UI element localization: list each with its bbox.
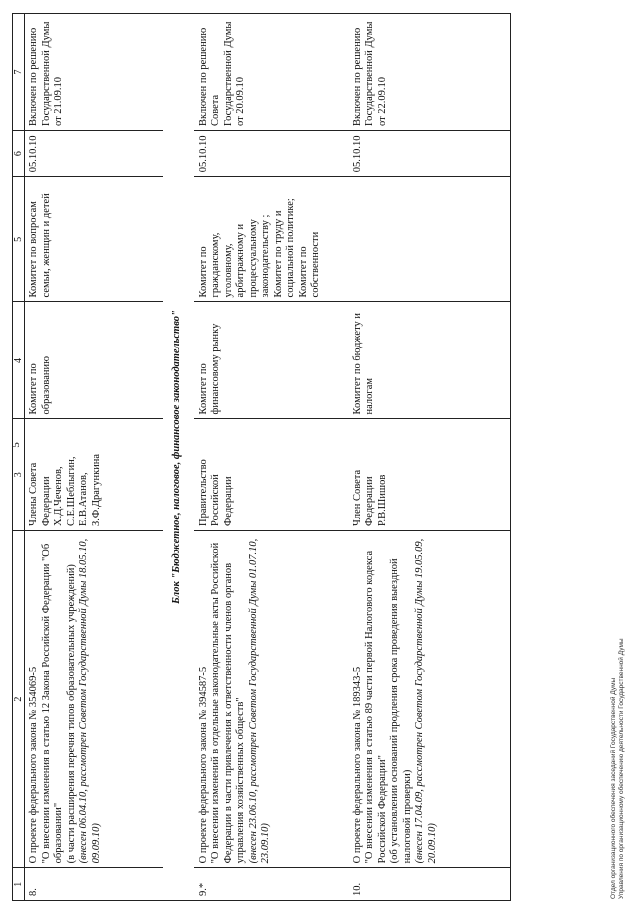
- responsible-committee: Комитет по образованию: [25, 302, 164, 419]
- co-committees: Комитет по гражданскому, уголовному, арбитражному и процессуальному законодательству ; Комитет по труду и социальной политике; Комитет по собственности: [194, 177, 348, 302]
- bill-note: (внесен 23.06.10, рассмотрен Советом Государственной Думы 01.07.10, 23.09.10): [247, 538, 271, 864]
- column-number: 5: [13, 177, 25, 302]
- column-numbers-row: [13, 14, 25, 901]
- bill-note: (внесен 06.04.10, рассмотрен Советом Государственной Думы 18.05.10, 09.09.10): [78, 538, 102, 864]
- column-number: 2: [13, 530, 25, 867]
- bill-note: (внесен 17.04.09, рассмотрен Советом Государственной Думы 19.05.09, 20.09.10): [414, 538, 438, 864]
- review-date: 05.10.10: [194, 131, 348, 177]
- bill-author: Члены Совета Федерации Х.Д.Чеченов, С.Е.Шеблыгин, Е.В.Атанов, З.Ф.Драгункина: [25, 419, 164, 531]
- column-number: 4: [13, 302, 25, 419]
- table-row: [194, 14, 348, 901]
- footer-line: Управления по организационному обеспечению деятельности Государственной Думы: [618, 638, 625, 899]
- agenda-table: [12, 13, 511, 901]
- co-committees: Комитет по вопросам семьи, женщин и детей: [25, 177, 164, 302]
- block-heading-row: [163, 14, 194, 901]
- row-number: 9.*: [194, 868, 348, 901]
- table-row: [348, 14, 511, 901]
- column-number: 7: [13, 14, 25, 131]
- responsible-committee: Комитет по бюджету и налогам: [348, 302, 511, 419]
- bill-title: О проекте федерального закона № 189343-5 "О внесении изменения в статью 89 части первой Налогового кодекса Российской Федерации" (об установлении оснований продления срока проведения выездной налоговой проверки): [351, 550, 413, 864]
- row-number: 10.: [348, 868, 511, 901]
- column-number: 6: [13, 131, 25, 177]
- bill-description: [25, 530, 164, 867]
- bill-author: Член Совета Федерации Р.В.Шишов: [348, 419, 511, 531]
- inclusion-decision: Включен по решению Совета Государственной Думы от 20.09.10: [194, 14, 348, 131]
- footer-line: Отдел организационного обеспечения заседаний Государственной Думы: [610, 677, 617, 899]
- responsible-committee: Комитет по финансовому рынку: [194, 302, 348, 419]
- review-date: 05.10.10: [348, 131, 511, 177]
- table-row: [25, 14, 164, 901]
- bill-description: [348, 530, 511, 867]
- inclusion-decision: Включен по решению Государственной Думы от 21.09.10: [25, 14, 164, 131]
- page-number: 5: [10, 442, 22, 448]
- document-footer: [610, 499, 626, 899]
- bill-title: О проекте федерального закона № 394587-5 "О внесении изменений в отдельные законодательные акты Российской Федерации в части привлечения к ответственности членов органов управления хозяйственных обществ": [197, 542, 246, 864]
- bill-author: Правительство Российской Федерации: [194, 419, 348, 531]
- review-date: 05.10.10: [25, 131, 164, 177]
- row-number: 8.: [25, 868, 164, 901]
- column-number: 1: [13, 868, 25, 901]
- co-committees: [348, 177, 511, 302]
- bill-title: О проекте федерального закона № 354069-5 "О внесении изменения в статью 12 Закона Российской Федерации "Об образовании" (в части расширения перечня типов образовательных учреждений): [28, 543, 77, 864]
- block-heading: Блок "Бюджетное, налоговое, финансовое законодательство": [163, 14, 194, 901]
- bill-description: [194, 530, 348, 867]
- column-number: 3: [13, 419, 25, 531]
- inclusion-decision: Включен по решению Государственной Думы от 22.09.10: [348, 14, 511, 131]
